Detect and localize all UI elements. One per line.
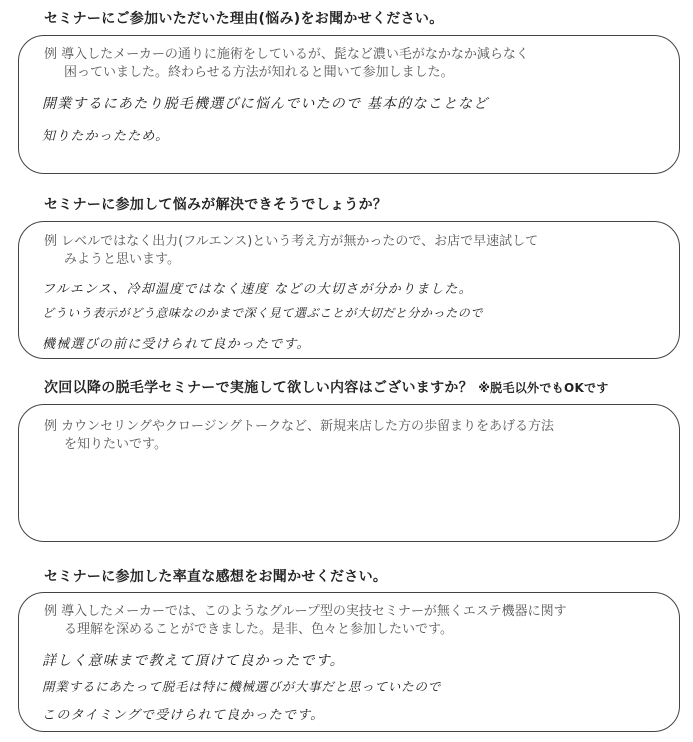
question-solved: セミナーに参加して悩みが解決できそうでしょうか？ — [44, 197, 388, 213]
handwritten-answer-line: 知りたかったため。 — [42, 129, 170, 144]
example-line: みようと思います。 — [64, 252, 180, 267]
example-line: 困っていました。終わらせる方法が知れると聞いて参加しました。 — [64, 65, 454, 80]
example-text-solved — [44, 233, 538, 269]
example-line: 例 レベルではなく出力(フルエンス)という考え方が無かったので、お店で早速試して — [44, 234, 539, 249]
question-next-seminar — [44, 377, 609, 397]
handwritten-answer-line: 機械選びの前に受けられて良かったです。 — [42, 337, 311, 352]
handwritten-answer-line: どういう表示がどう意味なのかまで深く見て選ぶことが大切だと分かったので — [42, 306, 484, 320]
handwritten-answer-line: フルエンス、冷却温度ではなく速度 などの大切さが分かりました。 — [42, 282, 473, 297]
example-text-reason — [44, 46, 529, 82]
question-next-seminar-text: 次回以降の脱毛学セミナーで実施して欲しい内容はございますか？ — [44, 380, 473, 396]
example-text-impressions — [44, 603, 567, 639]
example-line: 例 導入したメーカーでは、このようなグループ型の実技セミナーが無くエステ機器に関す — [44, 604, 567, 619]
question-note: ※脱毛以外でもOKです — [478, 381, 609, 395]
question-impressions: セミナーに参加した率直な感想をお聞かせください。 — [44, 569, 388, 585]
example-line: 例 カウンセリングやクロージングトークなど、新規来店した方の歩留まりをあげる方法 — [44, 419, 555, 434]
question-reason: セミナーにご参加いただいた理由(悩み)をお聞かせください。 — [44, 11, 444, 27]
handwritten-answer-line: 詳しく意味まで教えて頂けて良かったです。 — [42, 653, 345, 669]
example-line: 例 導入したメーカーの通りに施術をしているが、髭など濃い毛がなかなか減らなく — [44, 47, 529, 62]
example-text-next-seminar — [44, 418, 554, 454]
handwritten-answer-line: 開業するにあたって脱毛は特に機械選びが大事だと思っていたので — [42, 679, 442, 694]
handwritten-answer-line: このタイミングで受けられて良かったです。 — [42, 708, 325, 723]
example-line: を知りたいです。 — [64, 437, 167, 452]
handwritten-answer-line: 開業するにあたり脱毛機選びに悩んでいたので 基本的なことなど — [42, 96, 489, 112]
example-line: る理解を深めることができました。是非、色々と参加したいです。 — [64, 622, 453, 637]
